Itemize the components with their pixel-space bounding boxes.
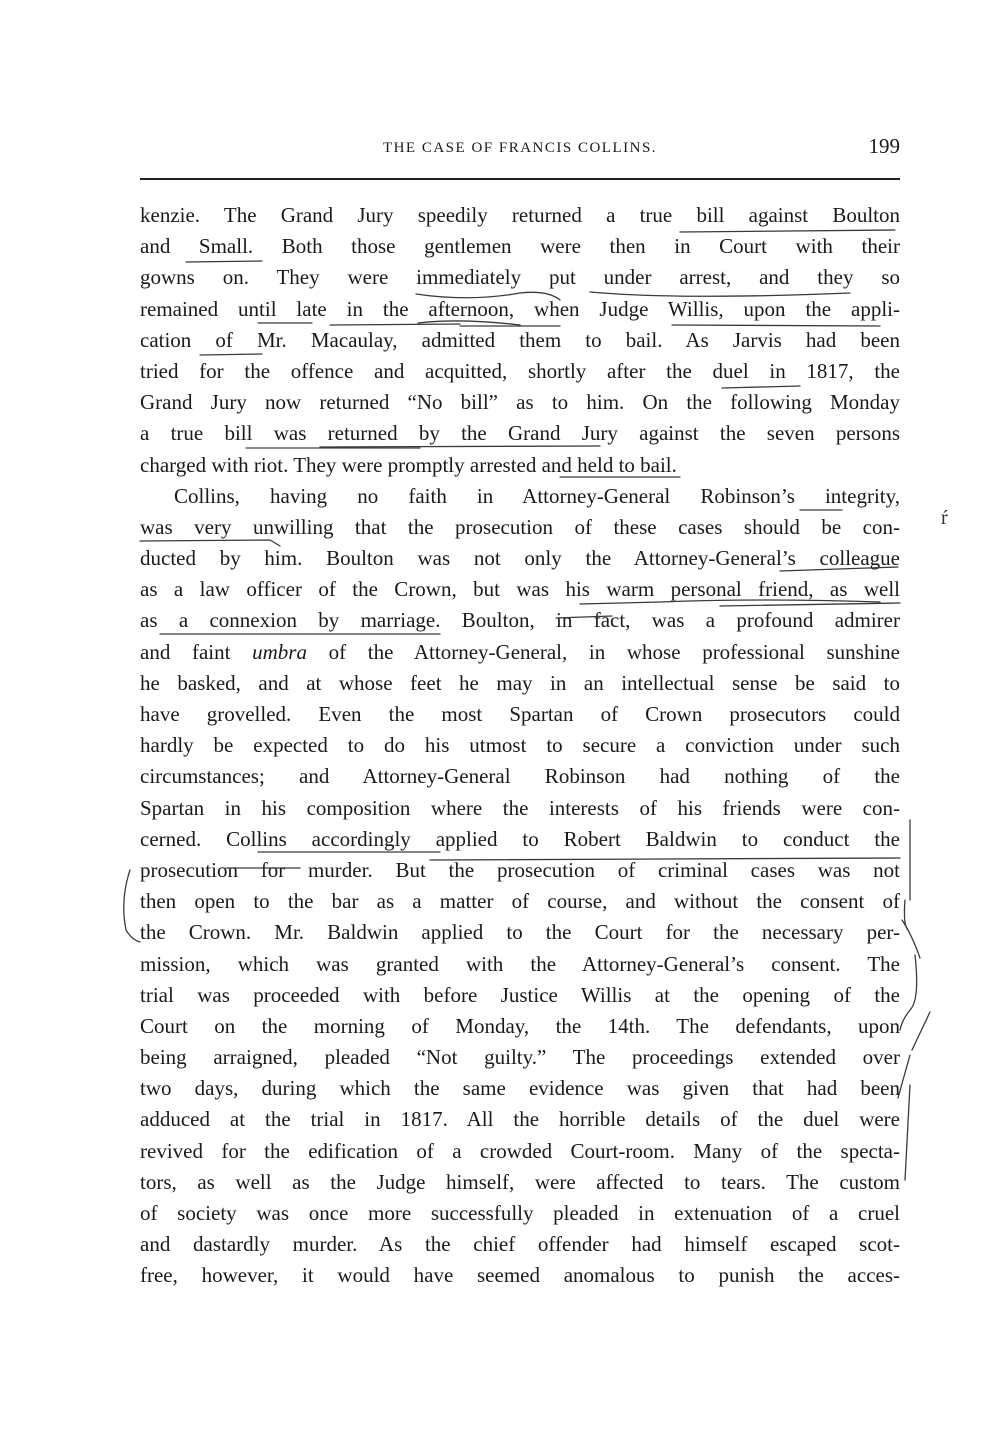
text-line: was very unwilling that the prosecution of these cases should be con- bbox=[140, 514, 900, 539]
text-line: cerned. Collins accordingly applied to Robert Baldwin to conduct the bbox=[140, 826, 900, 851]
text-line: of society was once more successfully pleaded in extenuation of a cruel bbox=[140, 1201, 900, 1225]
text-line: tors, as well as the Judge himself, were affected to tears. The custom bbox=[140, 1169, 900, 1194]
text-line: then open to the bar as a matter of course, and without the consent of bbox=[140, 889, 900, 914]
text-line: circumstances; and Attorney-General Robinson had nothing of the bbox=[140, 764, 900, 789]
text-line: and faint umbra of the Attorney-General, in whose professional sunshine bbox=[140, 639, 900, 664]
margin-bracket bbox=[912, 1012, 930, 1050]
text-line: adduced at the trial in 1817. All the horrible details of the duel were bbox=[140, 1107, 900, 1132]
text-line: and Small. Both those gentlemen were then in Court with their bbox=[140, 234, 900, 259]
text-line: as a law officer of the Crown, but was his warm personal friend, as well bbox=[140, 577, 900, 602]
text-line: prosecution for murder. But the prosecution of criminal cases was not bbox=[140, 857, 900, 882]
text-line: free, however, it would have seemed anomalous to punish the acces- bbox=[140, 1263, 900, 1288]
text-line: revived for the edification of a crowded Court-room. Many of the specta- bbox=[140, 1138, 900, 1163]
italic-word: umbra bbox=[252, 639, 307, 664]
margin-mark: ŕ bbox=[941, 507, 948, 529]
text-line: hardly be expected to do his utmost to secure a conviction under such bbox=[140, 733, 900, 758]
text-line: charged with riot. They were promptly arrested and held to bail. bbox=[140, 452, 677, 477]
text-line: a true bill was returned by the Grand Jury against the seven persons bbox=[140, 421, 900, 446]
body-text bbox=[140, 200, 900, 1292]
text-line: mission, which was granted with the Attorney-General’s consent. The bbox=[140, 951, 900, 976]
text-line: Court on the morning of Monday, the 14th. The defendants, upon bbox=[140, 1013, 900, 1038]
margin-bracket bbox=[904, 900, 908, 930]
running-title: THE CASE OF FRANCIS COLLINS. bbox=[382, 140, 658, 156]
text-line: kenzie. The Grand Jury speedily returned a true bill against Boulton bbox=[140, 203, 900, 227]
margin-bracket bbox=[905, 1085, 910, 1180]
text-line: have grovelled. Even the most Spartan of Crown prosecutors could bbox=[140, 702, 900, 726]
text-line: and dastardly murder. As the chief offender had himself escaped scot- bbox=[140, 1232, 900, 1257]
text-line: Collins, having no faith in Attorney-General Robinson’s integrity, bbox=[174, 483, 900, 508]
text-line: being arraigned, pleaded “Not guilty.” The proceedings extended over bbox=[140, 1045, 900, 1070]
header-rule bbox=[140, 178, 900, 180]
text-line: Grand Jury now returned “No bill” as to him. On the following Monday bbox=[140, 390, 900, 415]
text-line: tried for the offence and acquitted, shortly after the duel in 1817, the bbox=[140, 358, 900, 383]
text-line: two days, during which the same evidence was given that had been bbox=[140, 1076, 900, 1101]
margin-bracket bbox=[124, 870, 140, 942]
margin-bracket bbox=[902, 920, 920, 958]
text-line: gowns on. They were immediately put under arrest, and they so bbox=[140, 265, 900, 290]
page-number: 199 bbox=[868, 134, 900, 158]
text-line: ducted by him. Boulton was not only the Attorney-General’s colleague bbox=[140, 546, 900, 571]
margin-bracket bbox=[900, 955, 917, 1030]
text-line: the Crown. Mr. Baldwin applied to the Court for the necessary per- bbox=[140, 920, 900, 945]
text-line: remained until late in the afternoon, when Judge Willis, upon the appli- bbox=[140, 296, 900, 321]
text-line: he basked, and at whose feet he may in an intellectual sense be said to bbox=[140, 670, 900, 695]
text-line: Spartan in his composition where the interests of his friends were con- bbox=[140, 795, 900, 820]
text-line: trial was proceeded with before Justice Willis at the opening of the bbox=[140, 982, 900, 1007]
running-head bbox=[140, 134, 900, 164]
text-line: as a connexion by marriage. Boulton, in fact, was a profound admirer bbox=[140, 608, 900, 633]
text-line: cation of Mr. Macaulay, admitted them to bail. As Jarvis had been bbox=[140, 327, 900, 352]
